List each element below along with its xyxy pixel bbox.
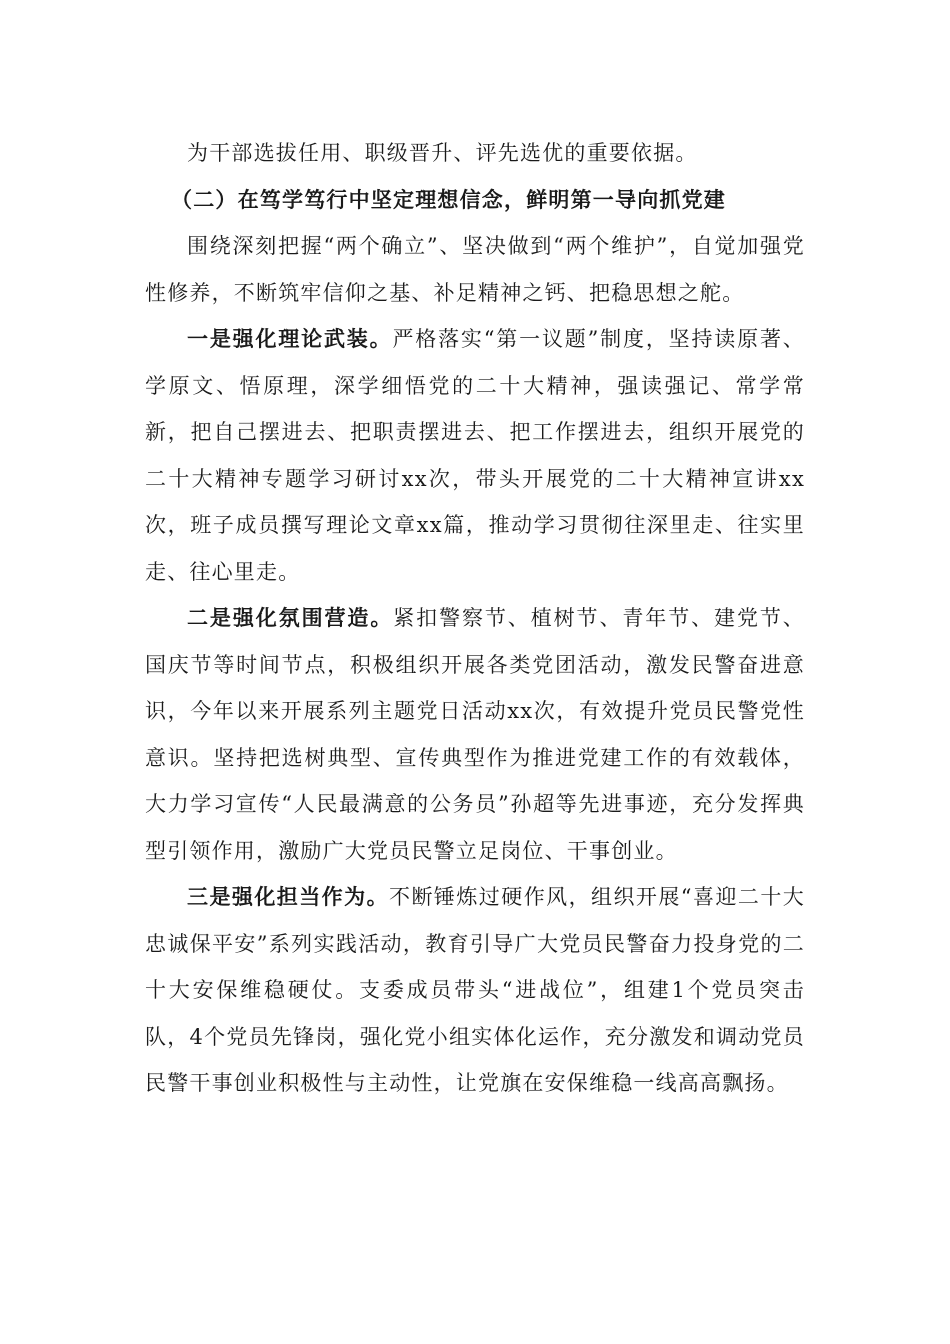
paragraph-intro: 围绕深刻把握“两个确立”、坚决做到“两个维护”，自觉加强党性修养，不断筑牢信仰之基、补足精神之钙、把稳思想之舵。 xyxy=(145,234,805,305)
paragraph-lead-responsibility: 三是强化担当作为。 xyxy=(187,885,390,909)
paragraph-atmosphere xyxy=(145,595,805,874)
paragraph-body-theory: 严格落实“第一议题”制度，坚持读原著、学原文、悟原理，深学细悟党的二十大精神，强读强记、常学常新，把自己摆进去、把职责摆进去、把工作摆进去，组织开展党的二十大精神专题学习研讨xx次，带头开展党的二十大精神宣讲xx次，班子成员撰写理论文章xx篇，推动学习贯彻往深里走、往实里走、往心里走。 xyxy=(145,327,805,584)
paragraph-body-responsibility: 不断锤炼过硬作风，组织开展“喜迎二十大 忠诚保平安”系列实践活动，教育引导广大党员民警奋力投身党的二十大安保维稳硬仗。支委成员带头“进战位”，组建1个党员突击队，4个党员先锋岗，强化党小组实体化运作，充分激发和调动党员民警干事创业积极性与主动性，让党旗在安保维稳一线高高飘扬。 xyxy=(145,885,805,1095)
document-body xyxy=(145,130,805,1107)
paragraph-responsibility xyxy=(145,874,805,1107)
paragraph-continuation: 为干部选拔任用、职级晋升、评先选优的重要依据。 xyxy=(187,141,698,165)
paragraph-lead-atmosphere: 二是强化氛围营造。 xyxy=(187,606,394,630)
section-heading: （二）在笃学笃行中坚定理想信念，鲜明第一导向抓党建 xyxy=(171,187,726,212)
paragraph-lead-theory: 一是强化理论武装。 xyxy=(187,327,393,351)
paragraph-theory xyxy=(145,316,805,595)
paragraph-body-atmosphere: 紧扣警察节、植树节、青年节、建党节、国庆节等时间节点，积极组织开展各类党团活动，激发民警奋进意识，今年以来开展系列主题党日活动xx次，有效提升党员民警党性意识。坚持把选树典型、宣传典型作为推进党建工作的有效载体，大力学习宣传“人民最满意的公务员”孙超等先进事迹，充分发挥典型引领作用，激励广大党员民警立足岗位、干事创业。 xyxy=(145,606,805,863)
